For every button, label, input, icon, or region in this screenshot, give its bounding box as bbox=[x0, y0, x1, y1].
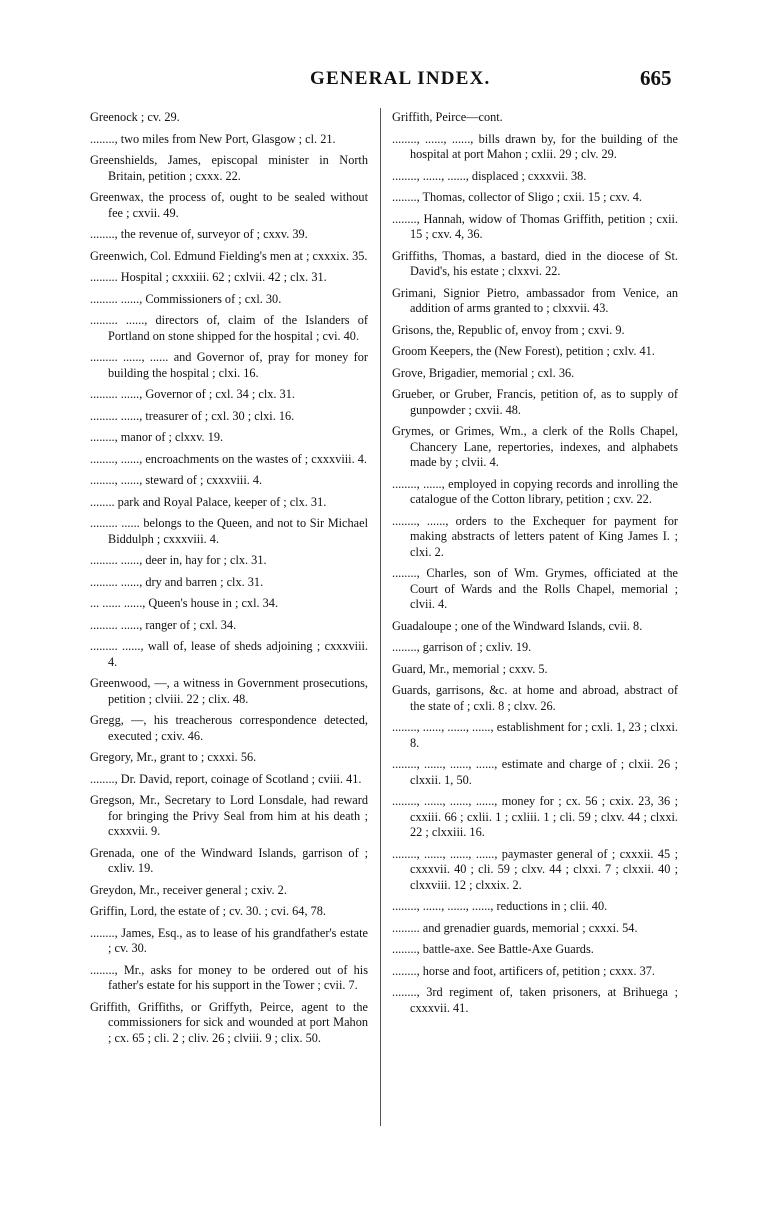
index-entry: ........, James, Esq., as to lease of his grandfather's estate ; cv. 30. bbox=[90, 925, 368, 955]
index-entry: ........, garrison of ; cxliv. 19. bbox=[392, 640, 532, 654]
index-entry: Grimani, Signior Pietro, ambassador from Venice, an addition of arms granted to ; clxxvii. 43. bbox=[392, 285, 678, 315]
index-entry: Grymes, or Grimes, Wm., a clerk of the Rolls Chapel, Chancery Lane, repertories, indexes, and alphabets made by ; clvii. 4. bbox=[392, 424, 678, 469]
index-entry: ........, ......, employed in copying records and inrolling the catalogue of the Cotton library, petition ; cxv. 22. bbox=[392, 476, 678, 506]
index-entry: ........, ......, ......, ......, estimate and charge of ; clxii. 26 ; clxxii. 1, 50. bbox=[392, 757, 678, 787]
index-entry: ........ park and Royal Palace, keeper of ; clx. 31. bbox=[90, 494, 327, 509]
index-entry: ......... ......, wall of, lease of sheds adjoining ; cxxxviii. 4. bbox=[90, 639, 368, 669]
index-entry: Greenwich, Col. Edmund Fielding's men at ; cxxxix. 35. bbox=[90, 248, 368, 263]
index-entry: Gregory, Mr., grant to ; cxxxi. 56. bbox=[90, 750, 257, 764]
index-entry: ........, ......, encroachments on the wastes of ; cxxxviii. 4. bbox=[90, 451, 367, 466]
right-column bbox=[392, 110, 678, 1022]
index-entry: Gregson, Mr., Secretary to Lord Lonsdale, had reward for bringing the Privy Seal from him at his death ; cxxxvii. 9. bbox=[90, 793, 368, 838]
index-entry: ......... ......, treasurer of ; cxl. 30 ; clxi. 16. bbox=[90, 408, 295, 423]
index-entry: ........, ......, ......, bills drawn by, for the building of the hospital at port Mahon ; cxlii. 29 ; clv. 29. bbox=[392, 131, 678, 161]
index-entry: Gregg, —, his treacherous correspondence detected, executed ; cxiv. 46. bbox=[90, 713, 368, 743]
index-entry: ......... ......, Governor of ; cxl. 34 ; clx. 31. bbox=[90, 387, 295, 401]
index-entry: Grenada, one of the Windward Islands, garrison of ; cxliv. 19. bbox=[90, 845, 368, 875]
index-entry: Griffith, Griffiths, or Griffyth, Peirce, agent to the commissioners for sick and wounded at port Mahon ; cx. 65 ; cli. 2 ; cliv. 26 ; clviii. 9 ; clix. 50. bbox=[90, 999, 368, 1045]
index-entry: ........, the revenue of, surveyor of ; cxxv. 39. bbox=[90, 227, 308, 241]
page-number: 665 bbox=[640, 66, 672, 90]
index-entry: Griffiths, Thomas, a bastard, died in the diocese of St. David's, his estate ; clxxvi. 22. bbox=[392, 248, 678, 278]
index-entry: ........, ......, ......, ......, money for ; cx. 56 ; cxix. 23, 36 ; cxxiii. 66 ; cxlii. 1 ; cxliii. 1 ; cli. 59 ; clxv. 44 ; clxxi. 22 ; clxxiii. 16. bbox=[392, 794, 678, 839]
page-title: GENERAL INDEX. bbox=[310, 68, 491, 89]
index-entry: ......... Hospital ; cxxxiii. 62 ; cxlvii. 42 ; clx. 31. bbox=[90, 270, 327, 284]
index-entry: ........, horse and foot, artificers of, petition ; cxxx. 37. bbox=[392, 963, 655, 978]
index-entry: ........, ......, orders to the Exchequer for payment for making abstracts of letters patent of King James I. ; clxi. 2. bbox=[392, 513, 678, 559]
index-entry: Griffin, Lord, the estate of ; cv. 30. ; cvi. 64, 78. bbox=[90, 904, 326, 918]
index-entry: ........, Mr., asks for money to be ordered out of his father's estate for his support in the Tower ; cvii. 7. bbox=[90, 962, 368, 992]
index-entry: Greenwood, —, a witness in Government prosecutions, petition ; clviii. 22 ; clix. 48. bbox=[90, 676, 368, 706]
index-entry: ........, battle-axe. See Battle-Axe Guards. bbox=[392, 942, 594, 956]
left-column bbox=[90, 110, 368, 1052]
index-entry: ........, ......, ......, ......, reductions in ; clii. 40. bbox=[392, 899, 608, 913]
index-entry: Guard, Mr., memorial ; cxxv. 5. bbox=[392, 661, 548, 676]
index-entry: ......... ......, ...... and Governor of, pray for money for building the hospital ; clxi. 16. bbox=[90, 350, 368, 380]
page-header bbox=[0, 68, 770, 98]
index-entry: Greenshields, James, episcopal minister in North Britain, petition ; cxxx. 22. bbox=[90, 153, 368, 183]
index-entry: ......... ......, deer in, hay for ; clx. 31. bbox=[90, 553, 267, 567]
index-entry: ........, 3rd regiment of, taken prisoners, at Brihuega ; cxxxvii. 41. bbox=[392, 985, 678, 1015]
index-entry: Greenock ; cv. 29. bbox=[90, 110, 180, 124]
index-entry: ........, ......, ......, ......, establishment for ; cxli. 1, 23 ; clxxi. 8. bbox=[392, 720, 678, 750]
index-entry: Grueber, or Gruber, Francis, petition of, as to supply of gunpowder ; cxvii. 48. bbox=[392, 387, 678, 417]
index-entry: ........, ......, ......, displaced ; cxxxvii. 38. bbox=[392, 168, 587, 183]
index-entry: Grove, Brigadier, memorial ; cxl. 36. bbox=[392, 365, 575, 380]
index-entry: Greydon, Mr., receiver general ; cxiv. 2. bbox=[90, 882, 287, 897]
index-entry: ......... ......, directors of, claim of the Islanders of Portland on stone shipped for the hospital ; cvi. 40. bbox=[90, 313, 368, 343]
index-entry: Guards, garrisons, &c. at home and abroad, abstract of the state of ; cxli. 8 ; clxv. 26. bbox=[392, 683, 678, 713]
index-entry: ......... ......, dry and barren ; clx. 31. bbox=[90, 574, 264, 589]
index-entry: ........, Charles, son of Wm. Grymes, officiated at the Court of Wards and the Rolls Chapel, memorial ; clvii. 4. bbox=[392, 566, 678, 611]
index-entry: ........, ......, steward of ; cxxxviii. 4. bbox=[90, 473, 263, 487]
index-entry: ........, Thomas, collector of Sligo ; cxii. 15 ; cxv. 4. bbox=[392, 190, 643, 204]
column-divider bbox=[380, 108, 381, 1126]
index-entry: ........, ......, ......, ......, paymaster general of ; cxxxii. 45 ; cxxxvii. 40 ; cli. 59 ; clxv. 44 ; clxxi. 7 ; clxxii. 40 ; clxxviii. 12 ; clxxix. 2. bbox=[392, 846, 678, 892]
index-entry: ......... and grenadier guards, memorial ; cxxxi. 54. bbox=[392, 920, 638, 935]
index-entry: Griffith, Peirce—cont. bbox=[392, 110, 503, 124]
index-entry: Guadaloupe ; one of the Windward Islands, cvii. 8. bbox=[392, 618, 643, 633]
index-entry: ... ...... ......, Queen's house in ; cxl. 34. bbox=[90, 596, 279, 610]
index-entry: ........, Dr. David, report, coinage of Scotland ; cviii. 41. bbox=[90, 771, 362, 786]
index-entry: Groom Keepers, the (New Forest), petition ; cxlv. 41. bbox=[392, 344, 655, 358]
index-entry: Greenwax, the process of, ought to be sealed without fee ; cxvii. 49. bbox=[90, 190, 368, 220]
index-entry: ........, two miles from New Port, Glasgow ; cl. 21. bbox=[90, 131, 336, 146]
index-entry: Grisons, the, Republic of, envoy from ; cxvi. 9. bbox=[392, 322, 625, 337]
index-entry: ......... ......, Commissioners of ; cxl. 30. bbox=[90, 291, 282, 306]
index-entry: ......... ......, ranger of ; cxl. 34. bbox=[90, 617, 237, 632]
index-entry: ........, manor of ; clxxv. 19. bbox=[90, 430, 224, 444]
index-entry: ......... ...... belongs to the Queen, and not to Sir Michael Biddulph ; cxxxviii. 4. bbox=[90, 516, 368, 546]
index-entry: ........, Hannah, widow of Thomas Griffith, petition ; cxii. 15 ; cxv. 4, 36. bbox=[392, 211, 678, 241]
